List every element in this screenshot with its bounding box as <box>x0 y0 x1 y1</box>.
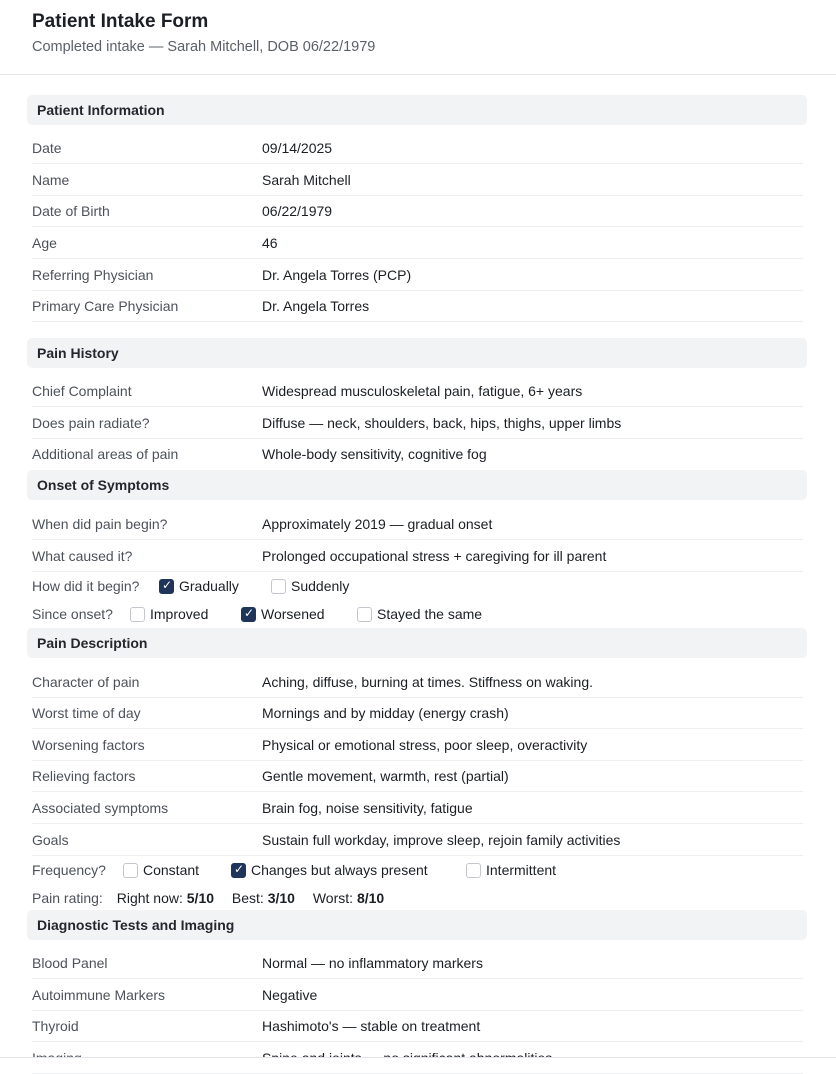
field-row-primary-care-physician <box>32 290 803 322</box>
pain-rating-worst <box>313 890 384 906</box>
rating-worst-value: 8/10 <box>356 890 385 906</box>
field-row-relieving-factors <box>32 760 803 792</box>
checkbox-unchecked-icon[interactable] <box>130 607 145 622</box>
field-value: Sarah Mitchell <box>262 172 351 188</box>
page-title: Patient Intake Form <box>32 11 209 32</box>
field-row-dob <box>32 195 803 227</box>
section-onset-of-symptoms <box>27 470 807 500</box>
field-row-additional-areas <box>32 438 803 470</box>
checkbox-checked-icon[interactable] <box>231 863 246 878</box>
field-row-thyroid <box>32 1010 803 1042</box>
field-value: 46 <box>262 235 278 251</box>
field-row-age <box>32 227 803 259</box>
field-label: Name <box>32 172 70 188</box>
field-row-referring-physician <box>32 259 803 291</box>
field-value: 06/22/1979 <box>262 203 333 219</box>
field-label: Referring Physician <box>32 267 154 283</box>
field-label: Thyroid <box>32 1018 79 1034</box>
field-value: Mornings and by midday (energy crash) <box>262 705 509 721</box>
field-value: Negative <box>262 987 318 1003</box>
field-value: Gentle movement, warmth, rest (partial) <box>262 768 509 784</box>
field-label: Goals <box>32 832 69 848</box>
field-value: Dr. Angela Torres <box>262 298 370 314</box>
field-row-name <box>32 164 803 196</box>
field-value: Widespread musculoskeletal pain, fatigue, 6+ years <box>262 383 583 399</box>
field-value: Aching, diffuse, burning at times. Stiffness on waking. <box>262 674 594 690</box>
field-label: Chief Complaint <box>32 383 132 399</box>
field-value: 09/14/2025 <box>262 140 333 156</box>
checkbox-unchecked-icon[interactable] <box>357 607 372 622</box>
section-pain-history <box>27 338 807 368</box>
checkbox-unchecked-icon[interactable] <box>271 579 286 594</box>
pain-rating-best <box>232 890 295 906</box>
option-label: Stayed the same <box>377 606 483 622</box>
option-label: Worsened <box>261 606 325 622</box>
field-value: Approximately 2019 — gradual onset <box>262 516 493 532</box>
field-row-blood-panel <box>32 947 803 979</box>
field-row-worsening-factors <box>32 729 803 761</box>
checkbox-checked-icon[interactable] <box>241 607 256 622</box>
field-row-when-began <box>32 508 803 540</box>
checkbox-checked-icon[interactable] <box>159 579 174 594</box>
section-diagnostic-tests <box>27 910 807 940</box>
form-header <box>0 0 836 75</box>
choice-question: Since onset? <box>32 606 113 622</box>
field-value: Normal — no inflammatory markers <box>262 955 483 971</box>
choice-frequency <box>32 860 632 882</box>
field-label: Additional areas of pain <box>32 446 179 462</box>
pain-rating <box>32 890 398 910</box>
section-heading: Patient Information <box>37 102 165 118</box>
field-value: Physical or emotional stress, poor sleep, overactivity <box>262 737 588 753</box>
checkbox-unchecked-icon[interactable] <box>123 863 138 878</box>
choice-how-began <box>32 576 432 598</box>
field-value: Whole-body sensitivity, cognitive fog <box>262 446 487 462</box>
field-label: Associated symptoms <box>32 800 169 816</box>
field-value: Sustain full workday, improve sleep, rejoin family activities <box>262 832 621 848</box>
choice-question: Frequency? <box>32 862 106 878</box>
field-row-chief-complaint <box>32 375 803 407</box>
field-label: Date of Birth <box>32 203 110 219</box>
option-label: Intermittent <box>486 862 557 878</box>
section-heading: Pain History <box>37 345 119 361</box>
pain-rating-now <box>117 890 214 906</box>
field-label: Blood Panel <box>32 955 108 971</box>
choice-question: How did it begin? <box>32 578 140 594</box>
section-heading: Pain Description <box>37 635 148 651</box>
field-value: Hashimoto's — stable on treatment <box>262 1018 481 1034</box>
field-label: Relieving factors <box>32 768 136 784</box>
field-row-pain-radiate <box>32 407 803 439</box>
form-scroll-area[interactable] <box>0 75 836 1057</box>
field-label: When did pain begin? <box>32 516 168 532</box>
field-label: Age <box>32 235 57 251</box>
rating-best-value: 3/10 <box>267 890 295 906</box>
field-row-associated-symptoms <box>32 792 803 824</box>
field-value: Dr. Angela Torres (PCP) <box>262 267 412 283</box>
field-row-character <box>32 666 803 698</box>
field-label: Does pain radiate? <box>32 415 150 431</box>
section-heading: Diagnostic Tests and Imaging <box>37 917 235 933</box>
field-label: Character of pain <box>32 674 140 690</box>
bottom-bar <box>0 1057 836 1072</box>
section-pain-description <box>27 628 807 658</box>
checkbox-unchecked-icon[interactable] <box>466 863 481 878</box>
field-row-autoimmune-markers <box>32 979 803 1011</box>
field-row-goals <box>32 824 803 856</box>
section-heading: Onset of Symptoms <box>37 477 170 493</box>
rating-now-label: Right now: <box>116 890 183 906</box>
rating-best-label: Best: <box>231 890 264 906</box>
choice-since-onset <box>32 604 532 626</box>
option-label: Constant <box>143 862 200 878</box>
field-row-worst-time <box>32 697 803 729</box>
field-row-date <box>32 132 803 164</box>
option-label: Suddenly <box>291 578 350 594</box>
field-label: Primary Care Physician <box>32 298 179 314</box>
field-label: Autoimmune Markers <box>32 987 166 1003</box>
field-label: Date <box>32 140 62 156</box>
page-subtitle: Completed intake — Sarah Mitchell, DOB 06/22/1979 <box>32 39 376 55</box>
field-value: Brain fog, noise sensitivity, fatigue <box>262 800 473 816</box>
field-label: What caused it? <box>32 548 133 564</box>
pain-rating-label: Pain rating: <box>32 890 103 906</box>
rating-now-value: 5/10 <box>186 890 215 906</box>
option-label: Gradually <box>179 578 239 594</box>
rating-worst-label: Worst: <box>312 890 354 906</box>
field-value: Prolonged occupational stress + caregiving for ill parent <box>262 548 607 564</box>
field-value: Diffuse — neck, shoulders, back, hips, thighs, upper limbs <box>262 415 622 431</box>
field-label: Worsening factors <box>32 737 145 753</box>
option-label: Changes but always present <box>251 862 428 878</box>
option-label: Improved <box>150 606 209 622</box>
section-patient-information <box>27 95 807 125</box>
field-label: Worst time of day <box>32 705 141 721</box>
field-row-cause <box>32 540 803 572</box>
